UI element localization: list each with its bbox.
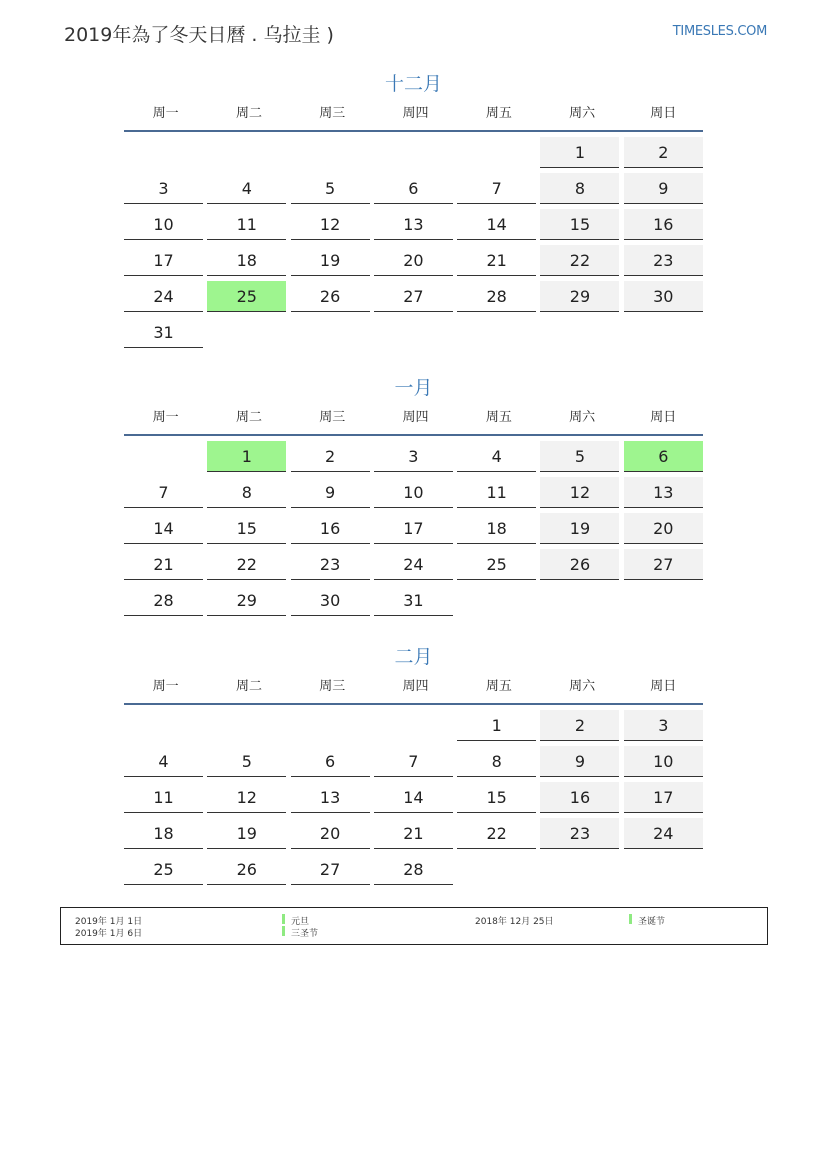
- empty-cell: [207, 317, 286, 348]
- empty-cell: [624, 585, 703, 616]
- empty-cell: [207, 137, 286, 168]
- day-cell[interactable]: 3: [124, 173, 203, 204]
- empty-cell: [540, 854, 619, 885]
- day-cell[interactable]: 16: [540, 782, 619, 813]
- day-cell[interactable]: 26: [291, 281, 370, 312]
- day-cell[interactable]: 8: [540, 173, 619, 204]
- day-cell[interactable]: 18: [207, 245, 286, 276]
- weekday-header: [124, 102, 703, 132]
- day-cell[interactable]: 15: [540, 209, 619, 240]
- empty-cell: [624, 854, 703, 885]
- day-cell[interactable]: 22: [457, 818, 536, 849]
- day-cell[interactable]: 25: [457, 549, 536, 580]
- day-cell[interactable]: 18: [124, 818, 203, 849]
- day-cell[interactable]: 11: [207, 209, 286, 240]
- day-cell[interactable]: 4: [457, 441, 536, 472]
- legend-marker: [629, 914, 632, 924]
- day-cell[interactable]: 14: [124, 513, 203, 544]
- weekday-label: 周五: [485, 410, 512, 425]
- legend-date: 2018年 12月 25日: [475, 917, 554, 927]
- day-cell[interactable]: 23: [624, 245, 703, 276]
- empty-cell: [540, 317, 619, 348]
- weekday-header: [124, 406, 703, 436]
- month-title: 二月: [394, 646, 433, 668]
- day-cell[interactable]: 1: [207, 441, 286, 472]
- empty-cell: [457, 585, 536, 616]
- day-cell[interactable]: 5: [291, 173, 370, 204]
- day-cell[interactable]: 20: [374, 245, 453, 276]
- day-cell[interactable]: 10: [374, 477, 453, 508]
- day-cell[interactable]: 26: [207, 854, 286, 885]
- weekday-label: 周五: [485, 106, 512, 121]
- day-cell[interactable]: 1: [457, 710, 536, 741]
- day-cell[interactable]: 11: [457, 477, 536, 508]
- day-cell[interactable]: 6: [291, 746, 370, 777]
- day-cell[interactable]: 21: [374, 818, 453, 849]
- day-cell[interactable]: 15: [457, 782, 536, 813]
- day-cell[interactable]: 14: [374, 782, 453, 813]
- empty-cell: [457, 854, 536, 885]
- day-cell[interactable]: 7: [374, 746, 453, 777]
- page-title: 2019年為了冬天日曆 . 乌拉圭 ): [64, 24, 334, 46]
- day-cell[interactable]: 1: [540, 137, 619, 168]
- weekday-label: 周六: [569, 410, 596, 425]
- weekday-label: 周四: [402, 679, 429, 694]
- day-cell[interactable]: 19: [207, 818, 286, 849]
- day-grid: [124, 441, 703, 621]
- empty-cell: [291, 710, 370, 741]
- day-cell[interactable]: 3: [374, 441, 453, 472]
- week-row: [124, 818, 703, 854]
- empty-cell: [457, 317, 536, 348]
- day-cell[interactable]: 4: [207, 173, 286, 204]
- day-cell[interactable]: 25: [124, 854, 203, 885]
- weekday-label: 周三: [319, 106, 346, 121]
- legend-holiday: 元旦: [291, 917, 310, 927]
- day-cell[interactable]: 12: [540, 477, 619, 508]
- weekday-label: 周六: [569, 106, 596, 121]
- weekday-label: 周日: [650, 679, 677, 694]
- day-cell[interactable]: 23: [291, 549, 370, 580]
- week-row: [124, 585, 703, 621]
- weekday-label: 周二: [235, 410, 262, 425]
- day-cell[interactable]: 24: [624, 818, 703, 849]
- day-cell[interactable]: 17: [374, 513, 453, 544]
- weekday-label: 周六: [569, 679, 596, 694]
- day-cell[interactable]: 25: [207, 281, 286, 312]
- day-cell[interactable]: 15: [207, 513, 286, 544]
- day-cell[interactable]: 30: [291, 585, 370, 616]
- week-row: [124, 477, 703, 513]
- week-row: [124, 710, 703, 746]
- day-cell[interactable]: 10: [124, 209, 203, 240]
- weekday-label: 周五: [485, 679, 512, 694]
- weekday-label: 周三: [319, 679, 346, 694]
- weekday-label: 周一: [152, 410, 179, 425]
- day-cell[interactable]: 27: [291, 854, 370, 885]
- day-cell[interactable]: 28: [124, 585, 203, 616]
- month-title: 十二月: [384, 73, 442, 95]
- day-cell[interactable]: 9: [291, 477, 370, 508]
- day-cell[interactable]: 22: [540, 245, 619, 276]
- legend-marker: [282, 926, 285, 936]
- day-cell[interactable]: 2: [291, 441, 370, 472]
- day-cell[interactable]: 6: [624, 441, 703, 472]
- empty-cell: [207, 710, 286, 741]
- weekday-label: 周四: [402, 106, 429, 121]
- empty-cell: [124, 137, 203, 168]
- day-cell[interactable]: 27: [374, 281, 453, 312]
- day-cell[interactable]: 27: [624, 549, 703, 580]
- legend-holiday: 三圣节: [291, 929, 319, 939]
- empty-cell: [540, 585, 619, 616]
- weekday-label: 周三: [319, 410, 346, 425]
- day-cell[interactable]: 9: [540, 746, 619, 777]
- empty-cell: [374, 710, 453, 741]
- empty-cell: [291, 317, 370, 348]
- day-cell[interactable]: 19: [291, 245, 370, 276]
- legend-holiday: 圣诞节: [638, 917, 666, 927]
- week-row: [124, 173, 703, 209]
- empty-cell: [457, 137, 536, 168]
- week-row: [124, 549, 703, 585]
- day-cell[interactable]: 13: [374, 209, 453, 240]
- month-december: [124, 70, 703, 353]
- day-cell[interactable]: 3: [624, 710, 703, 741]
- site-link[interactable]: TIMESLES.COM: [672, 24, 767, 39]
- empty-cell: [624, 317, 703, 348]
- month-title: 一月: [394, 377, 433, 399]
- day-cell[interactable]: 12: [207, 782, 286, 813]
- day-cell[interactable]: 16: [291, 513, 370, 544]
- week-row: [124, 281, 703, 317]
- weekday-label: 周二: [235, 679, 262, 694]
- week-row: [124, 513, 703, 549]
- empty-cell: [374, 317, 453, 348]
- empty-cell: [124, 710, 203, 741]
- empty-cell: [291, 137, 370, 168]
- day-cell[interactable]: 10: [624, 746, 703, 777]
- day-grid: [124, 710, 703, 890]
- week-row: [124, 137, 703, 173]
- empty-cell: [374, 137, 453, 168]
- day-cell[interactable]: 19: [540, 513, 619, 544]
- day-cell[interactable]: 20: [291, 818, 370, 849]
- day-cell[interactable]: 18: [457, 513, 536, 544]
- day-cell[interactable]: 17: [624, 782, 703, 813]
- day-cell[interactable]: 9: [624, 173, 703, 204]
- day-cell[interactable]: 21: [124, 549, 203, 580]
- day-cell[interactable]: 4: [124, 746, 203, 777]
- legend-date: 2019年 1月 1日: [75, 917, 143, 927]
- day-cell[interactable]: 5: [540, 441, 619, 472]
- week-row: [124, 317, 703, 353]
- day-cell[interactable]: 24: [374, 549, 453, 580]
- day-cell[interactable]: 28: [374, 854, 453, 885]
- week-row: [124, 746, 703, 782]
- day-cell[interactable]: 12: [291, 209, 370, 240]
- day-cell[interactable]: 29: [207, 585, 286, 616]
- day-cell[interactable]: 31: [374, 585, 453, 616]
- day-cell[interactable]: 7: [124, 477, 203, 508]
- day-cell[interactable]: 14: [457, 209, 536, 240]
- day-cell[interactable]: 13: [624, 477, 703, 508]
- day-cell[interactable]: 23: [540, 818, 619, 849]
- weekday-label: 周四: [402, 410, 429, 425]
- day-cell[interactable]: 16: [624, 209, 703, 240]
- weekday-label: 周日: [650, 410, 677, 425]
- week-row: [124, 209, 703, 245]
- day-cell[interactable]: 26: [540, 549, 619, 580]
- week-row: [124, 441, 703, 477]
- day-cell[interactable]: 8: [457, 746, 536, 777]
- day-cell[interactable]: 8: [207, 477, 286, 508]
- month-february: [124, 643, 703, 890]
- day-cell[interactable]: 21: [457, 245, 536, 276]
- day-cell[interactable]: 7: [457, 173, 536, 204]
- day-cell[interactable]: 13: [291, 782, 370, 813]
- month-january: [124, 374, 703, 621]
- legend-marker: [282, 914, 285, 924]
- weekday-label: 周一: [152, 679, 179, 694]
- day-cell[interactable]: 31: [124, 317, 203, 348]
- day-cell[interactable]: 29: [540, 281, 619, 312]
- empty-cell: [124, 441, 203, 472]
- day-cell[interactable]: 5: [207, 746, 286, 777]
- day-cell[interactable]: 20: [624, 513, 703, 544]
- day-cell[interactable]: 22: [207, 549, 286, 580]
- day-cell[interactable]: 17: [124, 245, 203, 276]
- weekday-header: [124, 675, 703, 705]
- weekday-label: 周一: [152, 106, 179, 121]
- day-cell[interactable]: 28: [457, 281, 536, 312]
- day-cell[interactable]: 30: [624, 281, 703, 312]
- week-row: [124, 245, 703, 281]
- day-cell[interactable]: 6: [374, 173, 453, 204]
- weekday-label: 周日: [650, 106, 677, 121]
- day-cell[interactable]: 24: [124, 281, 203, 312]
- legend-date: 2019年 1月 6日: [75, 929, 143, 939]
- holiday-legend: [60, 907, 768, 945]
- day-cell[interactable]: 2: [624, 137, 703, 168]
- day-cell[interactable]: 11: [124, 782, 203, 813]
- day-grid: [124, 137, 703, 353]
- day-cell[interactable]: 2: [540, 710, 619, 741]
- week-row: [124, 854, 703, 890]
- weekday-label: 周二: [235, 106, 262, 121]
- week-row: [124, 782, 703, 818]
